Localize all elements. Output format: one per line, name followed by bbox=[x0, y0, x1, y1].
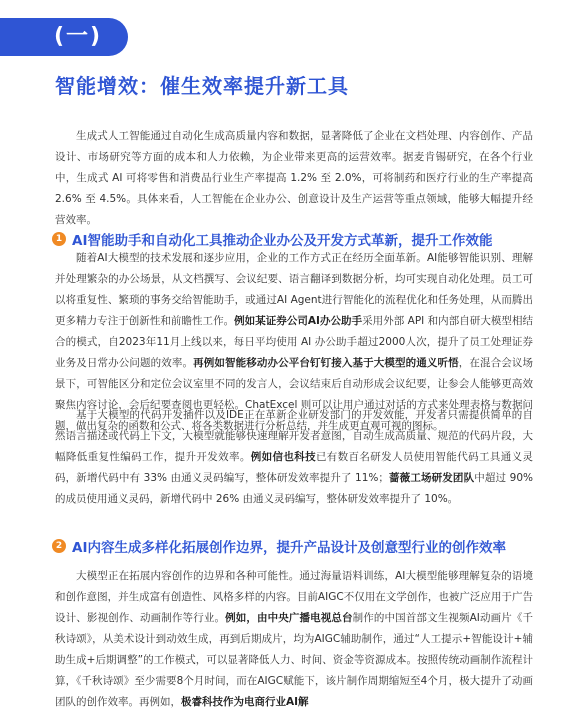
bold-text: 极睿科技作为电商行业AI解 bbox=[181, 696, 309, 708]
paragraph-1: 随着AI大模型的技术发展和逐步应用，企业的工作方式正在经历全面革新。AI能够智能识别、理解并处理繁杂的办公场景，从文档撰写、会议纪要、语言翻译到数据分析，均可实现自动化处理。员工可以将重复性、繁琐的事务交给智能助手，或通过AI Agent进行智能化的流程优化和任务处理，从而腾出更多精力专注于创新性和前瞻性工作。例如某证券公司AI办公助手采用外部 API 和内部自研大模型相结合的模式，自2023年11月上线以来，每日平均使用 AI 办公助手超过2000人次，提升了员工处理证券业务及日常办公问题的效率。再例如智能移动办公平台钉钉接入基于大模型的通义听悟，在混合会议场景下，可智能区分和定位会议室里不同的发言人，会议结束后自动形成会议纪要，让参会人能够更高效聚焦内容讨论，会后纪要查阅也更轻松。ChatExcel 则可以让用户通过对话的方式来处理表格与数据问题，做出复杂的函数和公式、将各类数据进行分析总结，并生成更直观可视的图标。 bbox=[55, 252, 533, 432]
subheading-2-title: AI内容生成多样化拓展创作边界，提升产品设计及创意型行业的创作效率 bbox=[72, 540, 506, 556]
paragraph-3: 大模型正在拓展内容创作的边界和各种可能性。通过海量语料训练，AI大模型能够理解复杂的语境和创作意图，并生成富有创造性、风格多样的内容。目前AIGC不仅用在文学创作，也被广泛应用于广告设计、影视创作、动画制作等行业。例如，由中央广播电视总台制作的中国首部文生视频AI动画片《千秋诗颂》，从美术设计到动效生成，再到后期成片，均为AIGC辅助制作，通过“人工提示+智能设计+辅助生成+后期调整”的工作模式，可以显著降低人力、时间、资金等资源成本。按照传统动画制作流程计算，《千秋诗颂》至少需要8个月时间，而在AIGC赋能下，该片制作周期缩短至4个月，极大提升了动画团队的创作效率。再例如，极睿科技作为电商行业AI解 bbox=[55, 570, 534, 708]
subheading-1-title: AI智能助手和自动化工具推动企业办公及开发方式革新，提升工作效能 bbox=[72, 233, 493, 249]
number-badge-icon: 2 bbox=[52, 539, 66, 553]
bold-text: 例如某证券公司AI办公助手 bbox=[234, 315, 363, 327]
paragraph-2: 基于大模型的代码开发插件以及IDE正在革新企业研发部门的开发效能，开发者只需提供简单的自然语言描述或代码上下文，大模型就能够快速理解开发者意图，自动生成高质量、规范的代码片段，大幅降低重复性编码工作，提升开发效率。例如信也科技已有数百名研发人员使用智能代码工具通义灵码，新增代码中有 33% 由通义灵码编写，整体研发效率提升了 11%；蔷薇工场研发团队中超过 90% 的成员使用通义灵码，新增代码中 26% 由通义灵码编写，整体研发效率提升了 10%。 bbox=[55, 409, 534, 505]
section-badge: (一) bbox=[28, 18, 128, 56]
subheading-2 bbox=[52, 536, 506, 556]
bold-text: 例如信也科技 bbox=[250, 451, 316, 463]
intro-paragraph: 生成式人工智能通过自动化生成高质量内容和数据，显著降低了企业在文档处理、内容创作、产品设计、市场研究等方面的成本和人力依赖，为企业带来更高的运营效率。据麦肯锡研究，在各个行业中，生成式 AI 可将零售和消费品行业生产率提高 1.2% 至 2.0%，可将制药和医疗行业的生产率提高 2.6% 至 4.5%。具体来看，人工智能在企业办公、创意设计及生产运营等重点领域，能够大幅提升经营效率。 bbox=[55, 130, 533, 226]
number-badge-icon: 1 bbox=[52, 232, 66, 246]
bold-text: 蔷薇工场研发团队 bbox=[388, 472, 475, 484]
bold-text: 再例如智能移动办公平台钉钉接入基于大模型的通义听悟 bbox=[193, 357, 459, 369]
subheading-1 bbox=[52, 229, 492, 249]
page-title: 智能增效：催生效率提升新工具 bbox=[55, 74, 349, 98]
bold-text: 例如，由中央广播电视总台 bbox=[225, 612, 353, 624]
